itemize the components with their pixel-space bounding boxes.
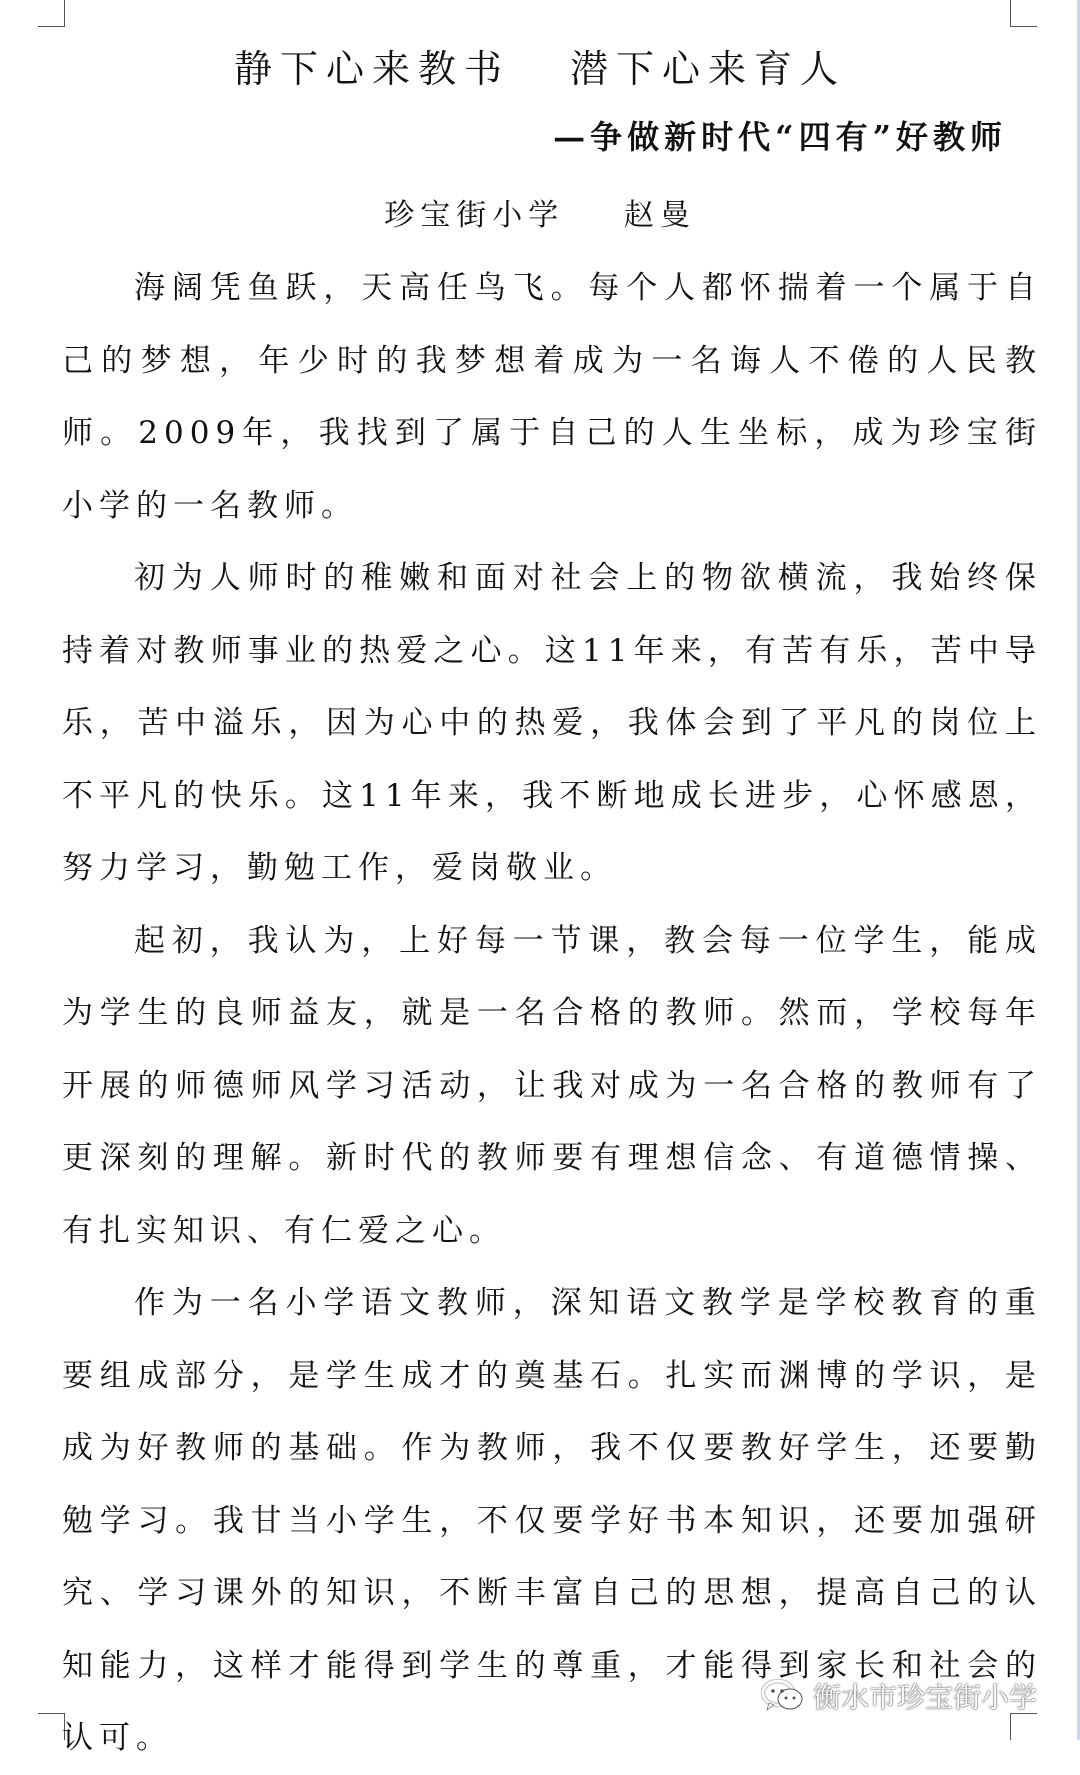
paragraph-1: 海阔凭鱼跃，天高任鸟飞。每个人都怀揣着一个属于自己的梦想，年少时的我梦想着成为一名诲人不倦的人民教师。2009年，我找到了属于自己的人生坐标，成为珍宝街小学的一名教师。 [62,270,1042,524]
watermark-text: 衡水市珍宝街小学 [812,1681,1037,1714]
document-body [62,252,1042,1775]
paragraph-4: 作为一名小学语文教师，深知语文教学是学校教育的重要组成部分，是学生成才的奠基石。扎实而渊博的学识，是成为好教师的基础。作为教师，我不仅要教好学生，还要勤勉学习。我甘当小学生，不仅要学好书本知识，还要加强研究、学习课外的知识，不断丰富自己的思想，提高自己的认知能力，这样才能得到学生的尊重，才能得到家长和社会的认可。 [62,1285,1042,1756]
paragraph-3: 起初，我认为，上好每一节课，教会每一位学生，能成为学生的良师益友，就是一名合格的教师。然而，学校每年开展的师德师风学习活动，让我对成为一名合格的教师有了更深刻的理解。新时代的教师要有理想信念、有道德情操、有扎实知识、有仁爱之心。 [62,922,1042,1249]
wechat-icon [761,1679,805,1713]
document-title: 静下心来教书 潜下心来育人 [233,47,847,91]
watermark [761,1676,1037,1716]
crop-mark-top-left [38,0,65,27]
crop-mark-top-right [1010,0,1037,27]
crop-mark-bottom-left [38,1713,65,1740]
document-subtitle: —争做新时代“四有”好教师 [553,118,1007,156]
paragraph-2: 初为人师时的稚嫩和面对社会上的物欲横流，我始终保持着对教师事业的热爱之心。这11年来，有苦有乐，苦中导乐，苦中溢乐，因为心中的热爱，我体会到了平凡的岗位上不平凡的快乐。这11年来，我不断地成长进步，心怀感恩，努力学习，勤勉工作，爱岗敬业。 [62,560,1042,886]
document-author: 珍宝街小学 赵曼 [384,198,696,233]
